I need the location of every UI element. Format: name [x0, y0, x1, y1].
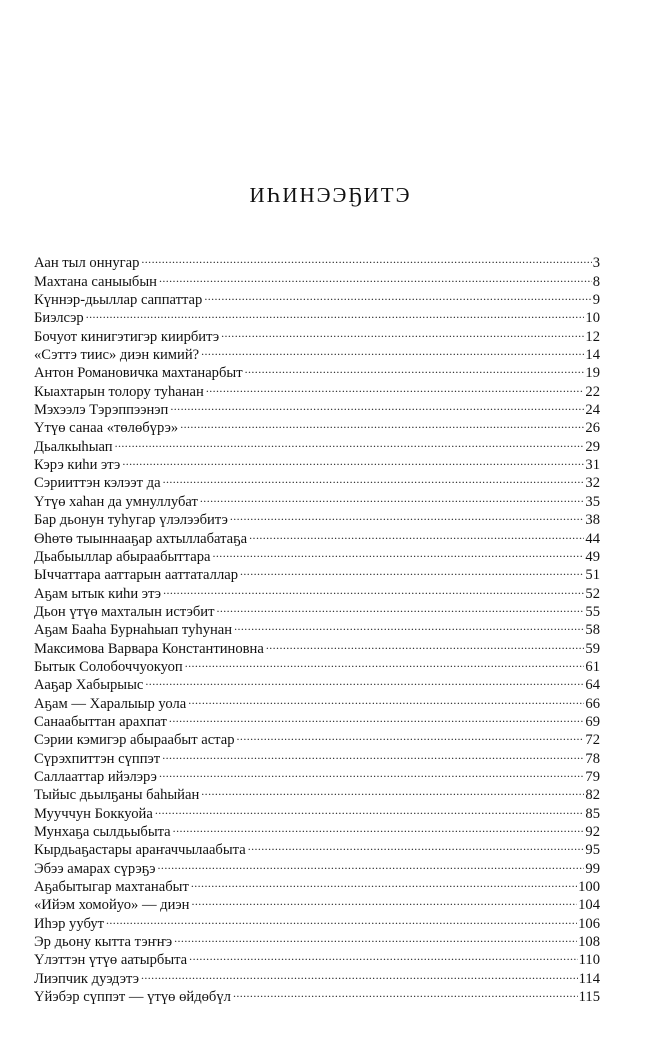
dot-leader: [245, 359, 585, 377]
dot-leader: [170, 396, 584, 414]
toc-entry-title: Бар дьонун туһугар үлэлээбитэ: [34, 512, 228, 529]
dot-leader: [185, 653, 585, 671]
toc-entry-page-number: 24: [585, 402, 600, 419]
toc-entry-page-number: 108: [578, 934, 600, 951]
dot-leader: [188, 689, 584, 707]
toc-entry-page-number: 78: [585, 750, 600, 767]
toc-entry-page-number: 12: [585, 328, 600, 345]
toc-entry-page-number: 61: [585, 658, 600, 675]
toc-entry-title: Дьабыыллар абырaабыттара: [34, 548, 211, 565]
toc-entry-page-number: 110: [578, 952, 600, 969]
toc-entry-page-number: 106: [578, 915, 600, 932]
toc-entry-title: Тыйыс дьылҕаны баһыйан: [34, 787, 200, 804]
toc-entry-page-number: 51: [585, 567, 600, 584]
dot-leader: [213, 543, 585, 561]
toc-entry-page-number: 104: [578, 897, 600, 914]
toc-entry-title: Мууччун Боккуойа: [34, 805, 153, 822]
toc-entry: [34, 304, 600, 327]
toc-entry-title: Күннэр-дьыллар саппаттар: [34, 292, 203, 309]
dot-leader: [192, 891, 578, 909]
toc-entry-page-number: 9: [592, 292, 600, 309]
toc-entry-page-number: 14: [585, 347, 600, 364]
toc-entry-page-number: 64: [585, 677, 600, 694]
toc-entry-title: Мунхаҕа сылдьыбыта: [34, 824, 171, 840]
toc-entry: [34, 322, 600, 345]
toc-entry-page-number: 99: [585, 860, 600, 877]
toc-entry-page-number: 85: [585, 805, 600, 822]
dot-leader: [248, 836, 585, 854]
toc-entry-page-number: 10: [585, 310, 600, 327]
dot-leader: [141, 964, 578, 982]
dot-leader: [145, 671, 584, 689]
toc-entry-title: Антон Романовичка махтанарбыт: [34, 365, 243, 382]
toc-entry-title: Дьалкыһыап: [34, 438, 113, 455]
toc-entry-title: Ыччаттара ааттарын ааттаталлар: [34, 567, 238, 584]
dot-leader: [122, 451, 584, 469]
toc-entry-title: Санаабыттан арахпат: [34, 713, 167, 730]
toc-entry-title: Кэрэ киһи этэ: [34, 457, 121, 474]
toc-entry-page-number: 79: [585, 768, 600, 785]
toc-entry-title: Иһэр уубут: [34, 915, 104, 932]
dot-leader: [237, 726, 585, 744]
toc-entry-title: Аҕам — Харалыыр уола: [34, 695, 187, 712]
toc-entry-title: Биэлсэр: [34, 310, 84, 327]
toc-entry: [34, 451, 600, 474]
dot-leader: [230, 506, 585, 524]
dot-leader: [201, 341, 584, 359]
dot-leader: [191, 873, 577, 891]
toc-entry-page-number: 100: [578, 879, 600, 896]
toc-entry-title: Үлэттэн үтүө аатырбыта: [34, 952, 188, 969]
dot-leader: [174, 928, 577, 946]
dot-leader: [163, 579, 584, 597]
dot-leader: [180, 414, 584, 432]
toc-entry-title: Бытык Солобоччуокуоп: [34, 658, 183, 675]
toc-entry-page-number: 3: [592, 255, 600, 272]
dot-leader: [189, 946, 577, 964]
toc-entry-page-number: 31: [585, 457, 600, 474]
toc-entry-title: Максимова Варвара Константиновна: [34, 640, 264, 657]
dot-leader: [159, 763, 584, 781]
toc-entry-title: «Ийэм хомойуо» — диэн: [34, 897, 190, 914]
toc-entry-title: Бочуот кинигэтигэр киирбитэ: [34, 328, 220, 345]
toc-entry-page-number: 92: [585, 824, 600, 840]
dot-leader: [240, 561, 584, 579]
toc-entry-title: Саллааттар ийэлэрэ: [34, 768, 157, 785]
toc-entry: [34, 909, 600, 932]
dot-leader: [173, 818, 585, 836]
toc-entry-page-number: 66: [585, 695, 600, 712]
toc-entry-title: Мэхээлэ Тэрэппээнэп: [34, 402, 169, 419]
toc-entry-page-number: 29: [585, 438, 600, 455]
dot-leader: [216, 598, 584, 616]
dot-leader: [159, 267, 592, 285]
toc-entry-title: Аҕам Бааһа Бурнаһыап туһунан: [34, 622, 233, 639]
toc-entry-page-number: 26: [585, 420, 600, 437]
dot-leader: [162, 744, 584, 762]
toc-entry-page-number: 55: [585, 603, 600, 620]
dot-leader: [163, 469, 585, 487]
toc-entry-title: Лиэпчик дуэдэтэ: [34, 970, 139, 987]
toc-entry-page-number: 58: [585, 622, 600, 639]
dot-leader: [106, 909, 577, 927]
toc-entry: [34, 432, 600, 455]
toc-entry-title: Сэрии кэмигэр абырaабыт астар: [34, 732, 235, 749]
dot-leader: [221, 322, 584, 340]
toc-entry-page-number: 35: [585, 493, 600, 510]
toc-entry-page-number: 38: [585, 512, 600, 529]
toc-entry-title: Аҕам ытык киһи этэ: [34, 585, 162, 602]
toc-entry: [34, 249, 600, 272]
toc-entry-page-number: 8: [592, 273, 600, 290]
dot-leader: [158, 854, 585, 872]
dot-leader: [141, 249, 591, 267]
toc-entry-title: Үйэбэр сүппэт — үтүө өйдөбүл: [34, 989, 231, 1006]
toc-entry-title: Үтүө хаһан да умнуллубат: [34, 493, 198, 510]
toc-entry-page-number: 49: [585, 548, 600, 565]
toc-entry-page-number: 114: [578, 970, 600, 987]
toc-entry: [34, 928, 600, 951]
toc-entry-title: Кыахтарын толору туһанан: [34, 383, 204, 400]
toc-entry-title: Кырдьаҕастары араҥаччылаабыта: [34, 842, 246, 859]
toc-entry-page-number: 59: [585, 640, 600, 657]
toc-entry-page-number: 115: [578, 989, 600, 1006]
toc-entry-title: Махтана саныыбын: [34, 273, 157, 290]
toc-entry-page-number: 72: [585, 732, 600, 749]
toc-entry-title: Эбээ амарах сүрэҕэ: [34, 860, 156, 877]
toc-entry-page-number: 52: [585, 585, 600, 602]
toc-entry-page-number: 19: [585, 365, 600, 382]
dot-leader: [266, 634, 585, 652]
toc-entry-title: Ааҕар Хабырыыс: [34, 677, 144, 694]
dot-leader: [169, 708, 584, 726]
toc-entry-title: Аҕабытыгар махтанабыт: [34, 879, 189, 896]
toc-entry-title: Сэрииттэн кэлээт да: [34, 475, 161, 492]
toc-entry-title: Үтүө санаа «төлөбүрэ»: [34, 420, 179, 437]
dot-leader: [86, 304, 585, 322]
toc-entry-page-number: 44: [585, 530, 600, 547]
dot-leader: [234, 616, 584, 634]
toc-entry-title: Эр дьону кытта тэҥҥэ: [34, 934, 173, 951]
toc-entry-page-number: 69: [585, 713, 600, 730]
dot-leader: [200, 487, 585, 505]
toc-entry-page-number: 95: [585, 842, 600, 859]
dot-leader: [204, 286, 591, 304]
toc-entry-page-number: 32: [585, 475, 600, 492]
toc-entry-page-number: 82: [585, 787, 600, 804]
table-of-contents: [34, 249, 600, 1006]
dot-leader: [201, 781, 584, 799]
dot-leader: [115, 432, 585, 450]
dot-leader: [233, 983, 578, 1001]
dot-leader: [249, 524, 584, 542]
dot-leader: [206, 377, 585, 395]
page-title: ИҺИНЭЭҔИТЭ: [249, 183, 412, 207]
toc-entry-title: Аан тыл оннугар: [34, 255, 140, 272]
toc-entry-title: «Сэттэ тиис» диэн кимий?: [34, 347, 200, 364]
dot-leader: [155, 799, 585, 817]
toc-entry-title: Дьон үтүө махталын истэбит: [34, 603, 215, 620]
toc-entry-page-number: 22: [585, 383, 600, 400]
toc-entry-title: Өһөтө тыыннааҕар ахтыллабатаҕа: [34, 530, 248, 547]
toc-entry-title: Сүрэхпиттэн сүппэт: [34, 750, 161, 767]
